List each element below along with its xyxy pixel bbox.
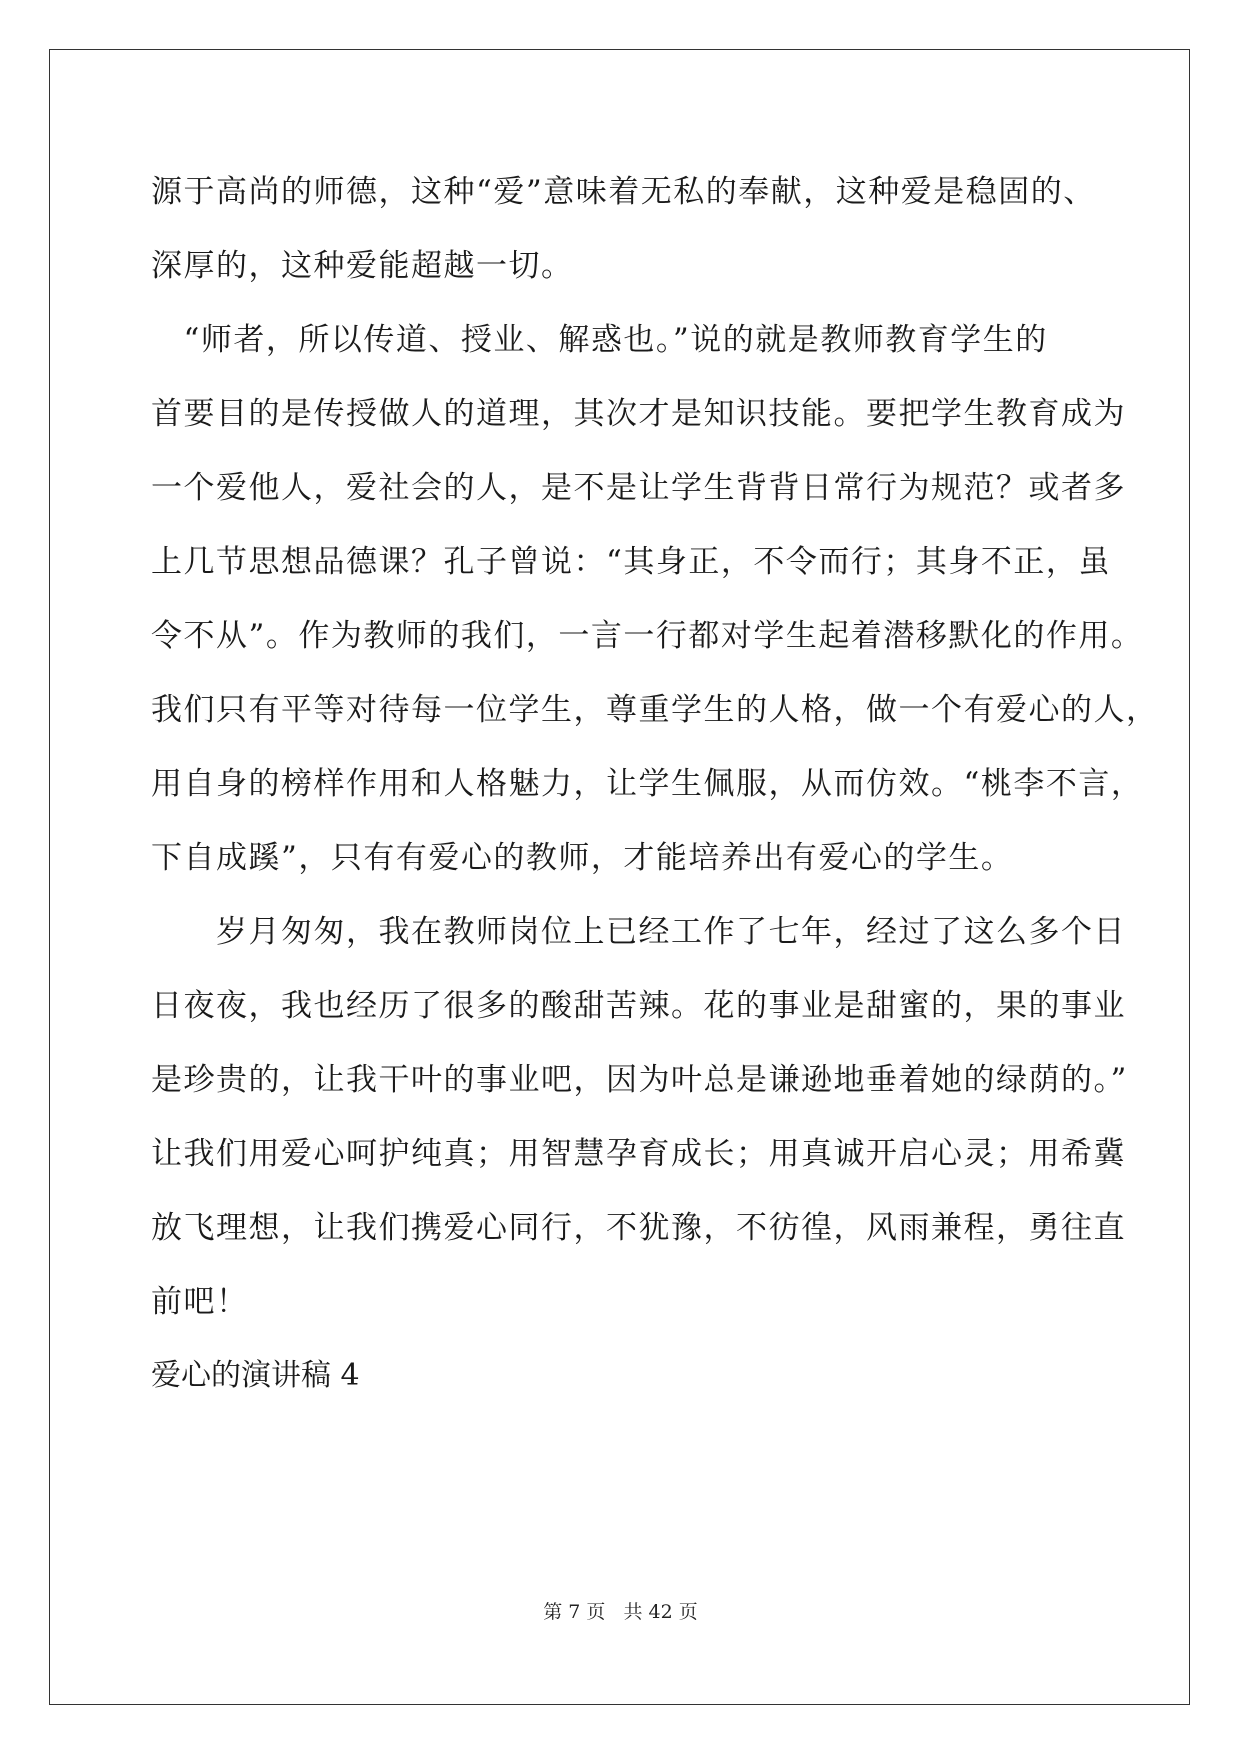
text-line: 让我们用爱心呵护纯真；用智慧孕育成长；用真诚开启心灵；用希冀	[151, 1136, 1126, 1172]
text-line: 源于高尚的师德，这种“爱”意味着无私的奉献，这种爱是稳固的、	[151, 174, 1096, 210]
page-footer	[0, 1600, 1241, 1624]
text-line: 令不从”。作为教师的我们，一言一行都对学生起着潜移默化的作用。	[151, 618, 1144, 654]
section-heading: 爱心的演讲稿 4	[151, 1358, 360, 1393]
text-line: 放飞理想，让我们携爱心同行，不犹豫，不彷徨，风雨兼程，勇往直	[151, 1210, 1126, 1246]
text-line: 岁月匆匆，我在教师岗位上已经工作了七年，经过了这么多个日	[151, 914, 1126, 950]
page-total: 共 42 页	[623, 1601, 698, 1623]
text-line: 首要目的是传授做人的道理，其次才是知识技能。要把学生教育成为	[151, 396, 1126, 432]
text-line: 前吧！	[151, 1284, 249, 1320]
text-line: 上几节思想品德课？孔子曾说：“其身正，不令而行；其身不正，虽	[151, 544, 1111, 580]
page-number: 第 7 页	[543, 1601, 606, 1623]
text-line: 日夜夜，我也经历了很多的酸甜苦辣。花的事业是甜蜜的，果的事业	[151, 988, 1126, 1024]
text-line: 一个爱他人，爱社会的人，是不是让学生背背日常行为规范？或者多	[151, 470, 1126, 506]
text-line: 是珍贵的，让我干叶的事业吧，因为叶总是谦逊地垂着她的绿荫的。”	[151, 1062, 1128, 1098]
text-line: 用自身的榜样作用和人格魅力，让学生佩服，从而仿效。“桃李不言，	[151, 766, 1144, 802]
document-body	[151, 155, 1159, 1413]
text-line: 深厚的，这种爱能超越一切。	[151, 248, 574, 284]
text-line: 我们只有平等对待每一位学生，尊重学生的人格，做一个有爱心的人，	[151, 692, 1159, 728]
text-line: “师者，所以传道、授业、解惑也。”说的就是教师教育学生的	[151, 322, 1048, 358]
text-line: 下自成蹊”，只有有爱心的教师，才能培养出有爱心的学生。	[151, 840, 1014, 876]
